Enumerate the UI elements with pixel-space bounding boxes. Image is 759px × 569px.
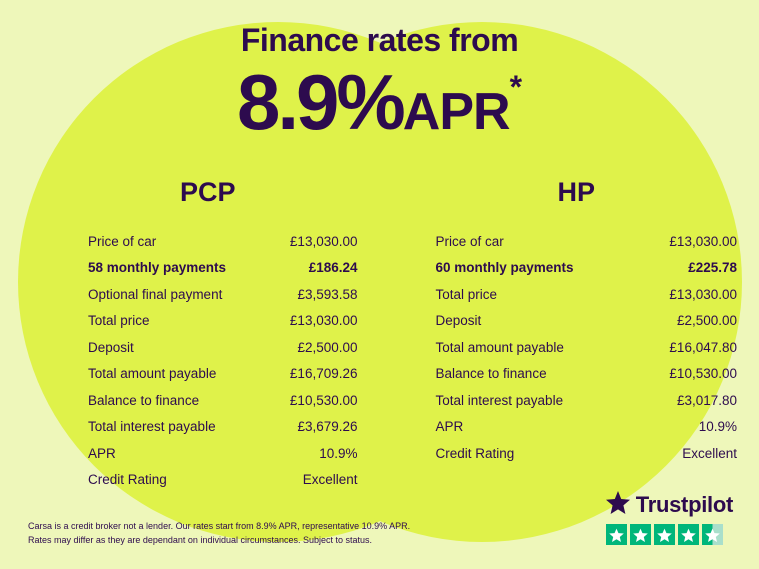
row-label: Balance to finance (435, 366, 547, 381)
table-row (88, 308, 358, 335)
table-row (436, 308, 738, 335)
rating-star-5-half (702, 524, 723, 545)
table-row (88, 334, 358, 361)
row-value: £3,679.26 (297, 419, 358, 434)
disclaimer-line-2: Rates may differ as they are dependant on individual circumstances. Subject to status. (28, 534, 373, 545)
row-value: £13,030.00 (669, 286, 737, 302)
table-row (436, 255, 738, 282)
row-value: £2,500.00 (676, 313, 737, 328)
row-label: APR (435, 419, 464, 434)
row-value: £186.24 (308, 260, 358, 275)
trustpilot-logo (606, 491, 733, 519)
table-row (88, 228, 358, 255)
table-row (436, 414, 738, 441)
row-label: Credit Rating (88, 472, 167, 487)
rate-apr-label: APR (402, 83, 510, 141)
trustpilot-star-icon (606, 491, 630, 519)
row-label: Deposit (88, 339, 134, 355)
trustpilot-star-rating (606, 524, 733, 545)
row-label: Credit Rating (435, 445, 515, 461)
row-label: 60 monthly payments (435, 260, 574, 275)
row-value: £13,030.00 (289, 233, 358, 249)
row-value: £10,530.00 (289, 392, 358, 408)
row-value: Excellent (302, 472, 358, 487)
asterisk-marker: * (509, 69, 523, 105)
row-value: £16,047.80 (669, 339, 737, 355)
table-row (88, 440, 358, 467)
row-value: 10.9% (698, 419, 737, 434)
row-value: £16,709.26 (289, 366, 358, 381)
row-label: Price of car (88, 233, 157, 249)
table-row (436, 387, 738, 414)
row-label: Total price (88, 313, 150, 328)
rate-headline (0, 58, 759, 146)
row-label: Optional final payment (88, 286, 223, 302)
trustpilot-wordmark: Trustpilot (635, 492, 733, 517)
row-label: APR (88, 445, 116, 461)
row-value: £3,017.80 (676, 392, 737, 408)
row-label: Total interest payable (435, 392, 564, 408)
table-row (88, 414, 358, 441)
row-label: Total amount payable (88, 366, 217, 381)
table-row (436, 334, 738, 361)
table-row (436, 228, 738, 255)
rating-star-1 (606, 524, 627, 545)
row-value: 10.9% (319, 445, 358, 461)
disclaimer-line-1: Carsa is a credit broker not a lender. Our rates start from 8.9% APR, representative 10.9% APR. (28, 521, 411, 531)
rating-star-2 (630, 524, 651, 545)
row-value: £2,500.00 (297, 339, 358, 355)
row-value: £13,030.00 (669, 233, 737, 249)
table-row (88, 255, 358, 282)
disclaimer (28, 520, 410, 547)
hp-title: HP (557, 177, 595, 207)
row-value: £13,030.00 (289, 313, 358, 328)
row-value: £3,593.58 (297, 286, 358, 302)
pcp-column (0, 177, 380, 493)
row-value: £225.78 (688, 260, 737, 275)
table-row (436, 281, 738, 308)
row-value: £10,530.00 (669, 366, 737, 381)
row-label: Deposit (435, 313, 482, 328)
pcp-title: PCP (179, 177, 236, 207)
hp-column (380, 177, 759, 493)
page-title: Finance rates from (240, 22, 519, 58)
row-label: Price of car (435, 233, 504, 249)
table-row (436, 361, 738, 388)
table-row (88, 387, 358, 414)
rating-star-3 (654, 524, 675, 545)
row-value: Excellent (682, 445, 737, 461)
row-label: Balance to finance (88, 392, 200, 408)
table-row (88, 281, 358, 308)
finance-comparison (0, 177, 759, 493)
rating-star-4 (678, 524, 699, 545)
row-label: 58 monthly payments (88, 260, 227, 275)
table-row (436, 440, 738, 467)
row-label: Total interest payable (88, 419, 216, 434)
row-label: Total price (435, 286, 498, 302)
table-row (88, 361, 358, 388)
table-row (88, 467, 358, 494)
rate-value: 8.9% (236, 58, 403, 146)
trustpilot-rating (606, 491, 733, 545)
row-label: Total amount payable (435, 339, 564, 355)
